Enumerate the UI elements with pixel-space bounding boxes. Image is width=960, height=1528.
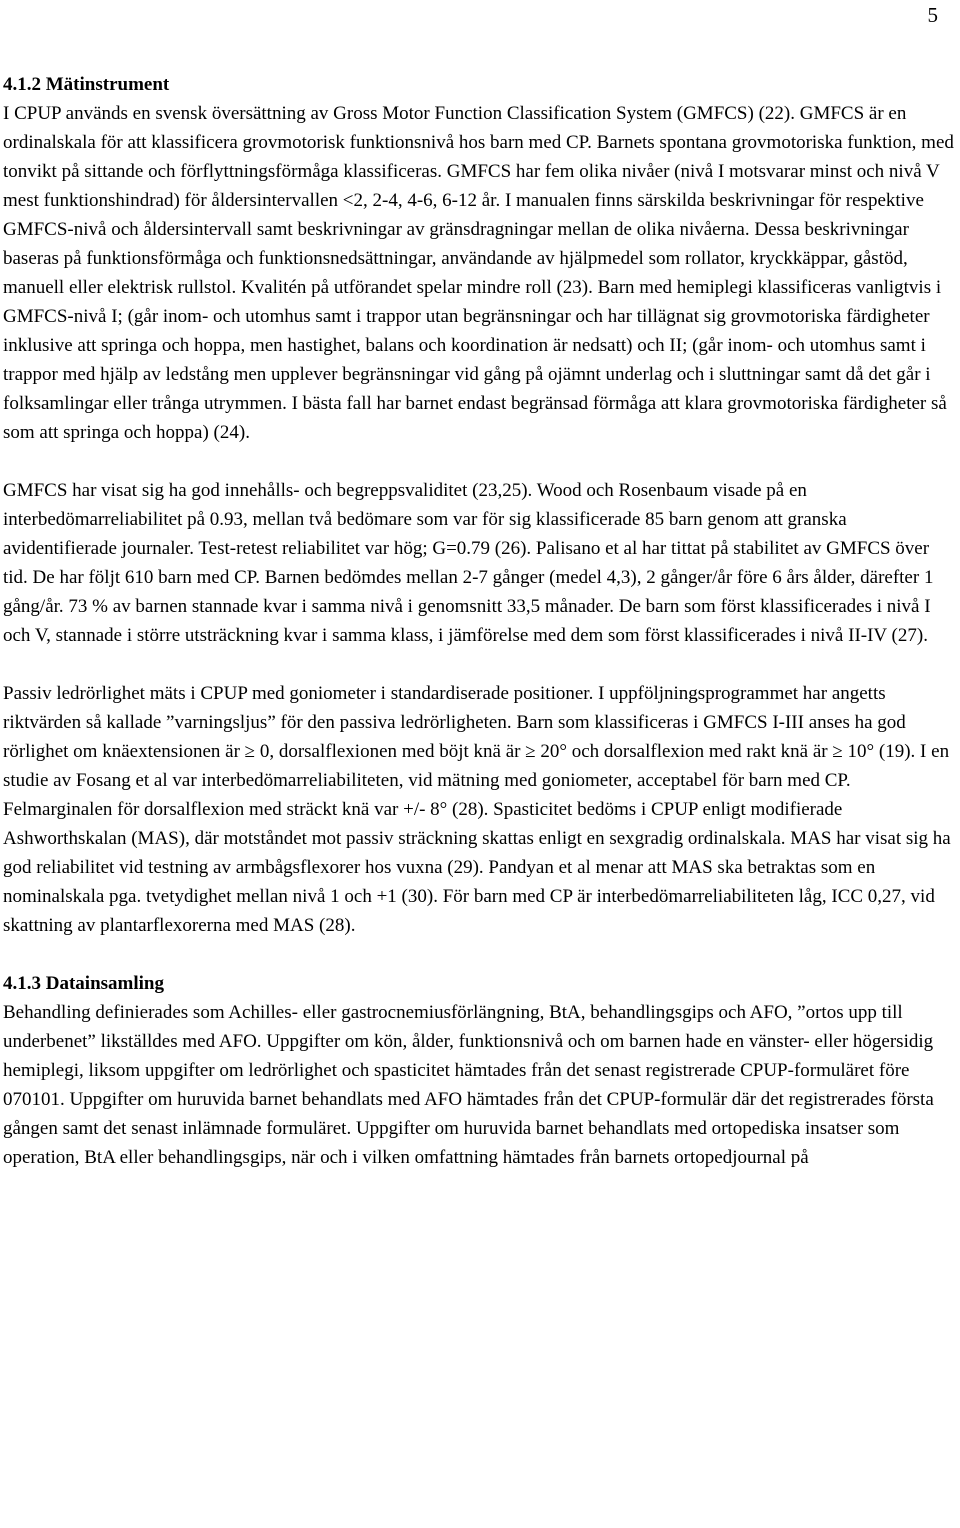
page-number: 5 [927, 3, 938, 27]
section-heading-datainsamling: 4.1.3 Datainsamling [3, 973, 164, 994]
document-body [3, 70, 955, 1172]
paragraph-passive-range-of-motion: Passiv ledrörlighet mäts i CPUP med goniometer i standardiserade positioner. I uppföljningsprogrammet har angetts riktvärden så kallade ”varningsljus” för den passiva ledrörligheten. Barn som klassificeras i GMFCS I-III anses ha god rörlighet om knäextensionen är ≥ 0, dorsalflexionen med böjt knä är ≥ 20° och dorsalflexion med rakt knä är ≥ 10° (19). I en studie av Fosang et al var interbedömarreliabiliteten, vid mätning med goniometer, acceptabel för barn med CP. Felmarginalen för dorsalflexion med sträckt knä var +/- 8° (28). Spasticitet bedöms i CPUP enligt modifierade Ashworthskalan (MAS), där motståndet mot passiv sträckning skattas enligt en sexgradig ordinalskala. MAS har visat sig ha god reliabilitet vid testning av armbågsflexorer hos vuxna (29). Pandyan et al menar att MAS ska betraktas som en nominalskala pga. tvetydighet mellan nivå 1 och +1 (30). För barn med CP är interbedömarreliabiliteten låg, ICC 0,27, vid skattning av plantarflexorerna med MAS (28). [3, 683, 951, 936]
paragraph-gmfcs-reliability: GMFCS har visat sig ha god innehålls- och begreppsvaliditet (23,25). Wood och Rosenbaum visade på en interbedömarreliabilitet på 0.93, mellan två bedömare som var för sig klassificerade 85 barn genom att granska avidentifierade journaler. Test-retest reliabilitet var hög; G=0.79 (26). Palisano et al har tittat på stabilitet av GMFCS över tid. De har följt 610 barn med CP. Barnen bedömdes mellan 2-7 gånger (medel 4,3), 2 gånger/år före 6 års ålder, därefter 1 gång/år. 73 % av barnen stannade kvar i samma nivå i genomsnitt 33,5 månader. De barn som först klassificerades i nivå I och V, stannade i större utsträckning kvar i samma klass, i jämförelse med dem som först klassificerades i nivå II-IV (27). [3, 480, 934, 646]
section-heading-matinstrument: 4.1.2 Mätinstrument [3, 74, 170, 95]
paragraph-data-collection: Behandling definierades som Achilles- eller gastrocnemiusförlängning, BtA, behandlingsgips och AFO, ”ortos upp till underbenet” likställdes med AFO. Uppgifter om kön, ålder, funktionsnivå och om barnen hade en vänster- eller högersidig hemiplegi, liksom uppgifter om ledrörlighet och spasticitet hämtades från det senast registrerade CPUP-formuläret före 070101. Uppgifter om huruvida barnet behandlats med AFO hämtades från det CPUP-formulär där det registrerades första gången samt det senast inlämnade formuläret. Uppgifter om huruvida barnet behandlats med ortopediska insatser som operation, BtA eller behandlingsgips, när och i vilken omfattning hämtades från barnets ortopedjournal på [3, 1002, 934, 1168]
paragraph-gmfcs-description: I CPUP används en svensk översättning av Gross Motor Function Classification System (GMFCS) (22). GMFCS är en ordinalskala för att klassificera grovmotorisk funktionsnivå hos barn med CP. Barnets spontana grovmotoriska funktion, med tonvikt på sittande och förflyttningsförmåga klassificeras. GMFCS har fem olika nivåer (nivå I motsvarar minst och nivå V mest funktionshindrad) för åldersintervallen <2, 2-4, 4-6, 6-12 år. I manualen finns särskilda beskrivningar för respektive GMFCS-nivå och åldersintervall samt beskrivningar av gränsdragningar mellan de olika nivåerna. Dessa beskrivningar baseras på funktionsförmåga och funktionsnedsättningar, användande av hjälpmedel som rollator, kryckkäppar, gåstöd, manuell eller elektrisk rullstol. Kvalitén på utförandet spelar mindre roll (23). Barn med hemiplegi klassificeras vanligtvis i GMFCS-nivå I; (går inom- och utomhus samt i trappor utan begränsningar och har tillägnat sig grovmotoriska färdigheter inklusive att springa och hoppa, men hastighet, balans och koordination är nedsatt) och II; (går inom- och utomhus samt i trappor med hjälp av ledstång men upplever begränsningar vid gång på ojämnt underlag och i sluttningar samt då det går i folksamlingar eller trånga utrymmen. I bästa fall har barnet endast begränsad förmåga att klara grovmotoriska färdigheter så som att springa och hoppa) (24). [3, 103, 954, 443]
